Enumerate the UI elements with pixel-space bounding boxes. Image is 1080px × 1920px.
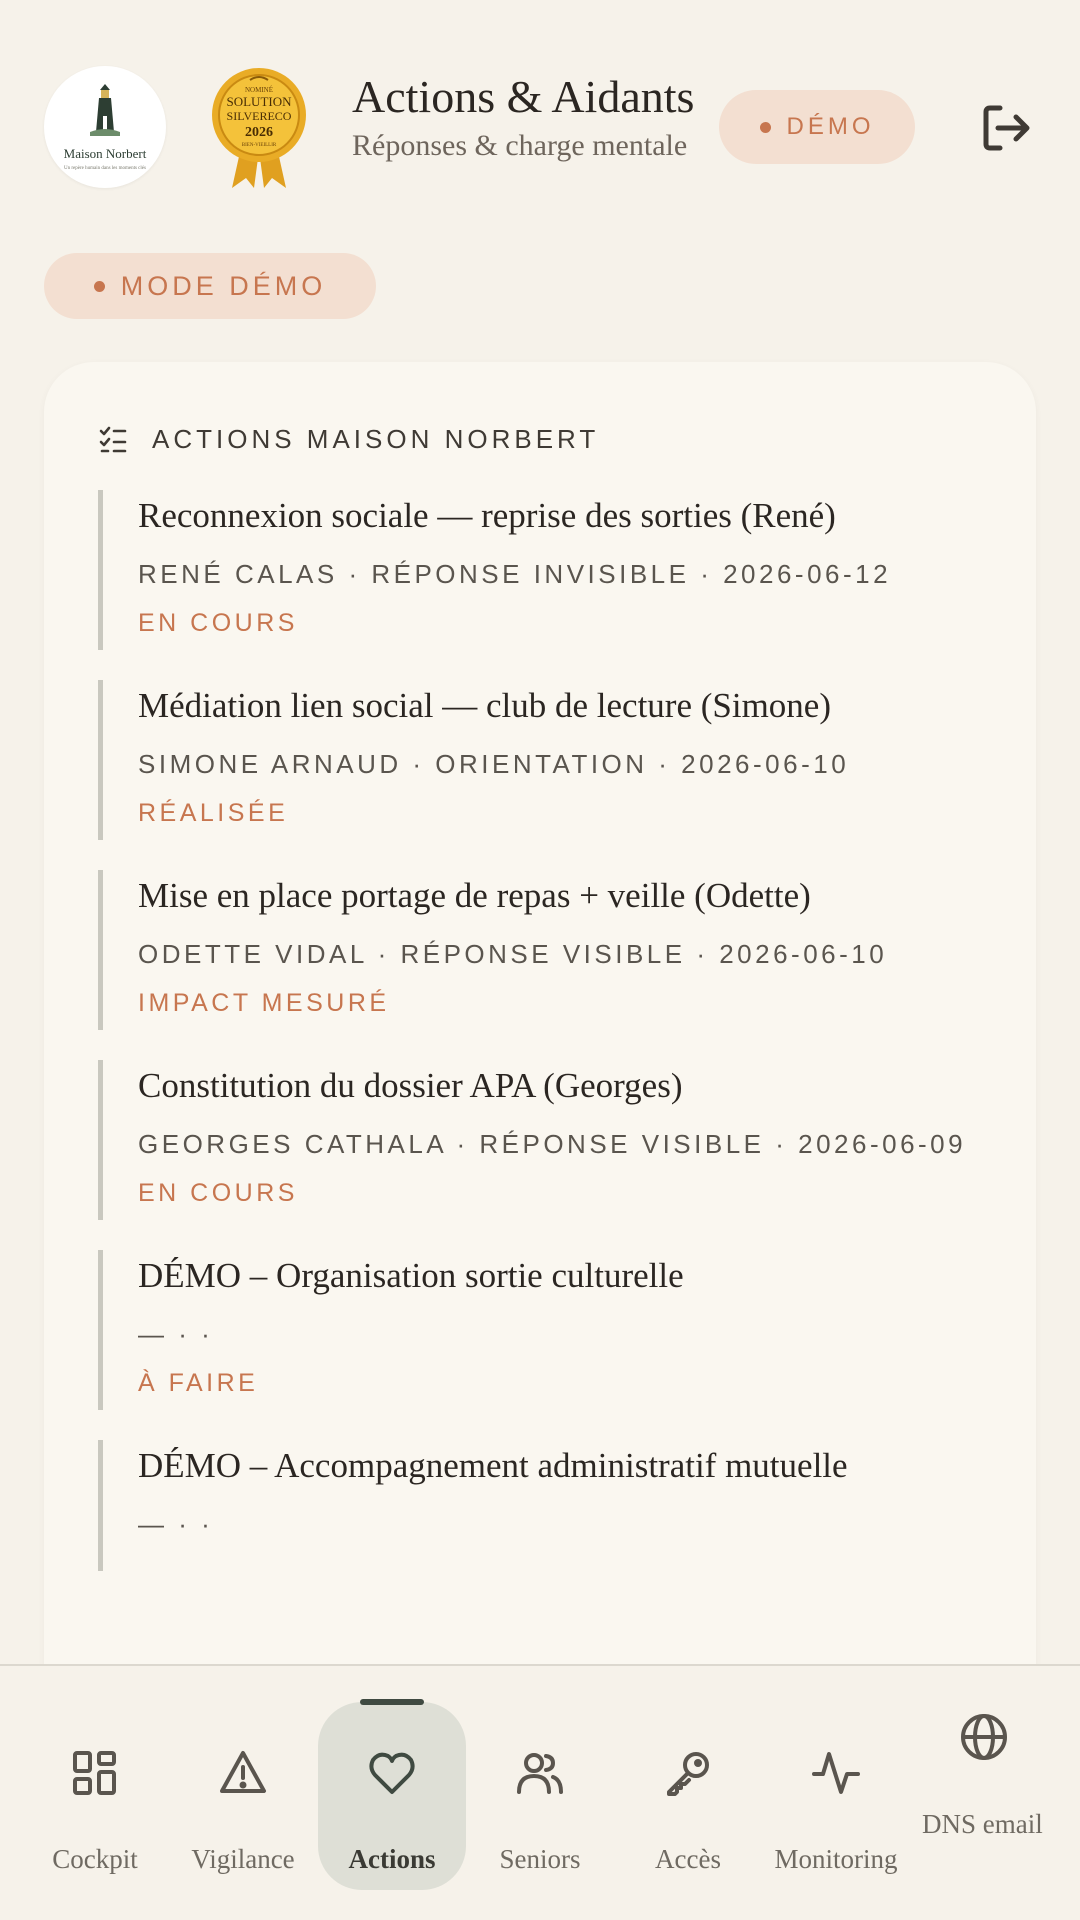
- grid-icon: [70, 1748, 120, 1798]
- action-meta: SIMONE ARNAUD · ORIENTATION · 2026-06-10: [138, 749, 850, 779]
- key-icon: [663, 1748, 713, 1798]
- dot-icon: [94, 281, 105, 292]
- bottom-nav: [0, 1664, 1080, 1920]
- action-status: IMPACT MESURÉ: [138, 989, 390, 1017]
- action-title: Médiation lien social — club de lecture (Simone): [138, 686, 831, 725]
- action-item[interactable]: [98, 1440, 996, 1571]
- action-meta: — · ·: [138, 1509, 214, 1539]
- page-subtitle: Réponses & charge mentale: [352, 129, 688, 162]
- nav-label: DNS email: [922, 1809, 1043, 1839]
- nav-cockpit[interactable]: [21, 1702, 169, 1890]
- nav-monitoring[interactable]: [762, 1702, 910, 1890]
- action-meta: — · ·: [138, 1319, 214, 1349]
- lighthouse-icon: [88, 82, 122, 140]
- nav-vigilance[interactable]: [169, 1702, 317, 1890]
- action-meta: GEORGES CATHALA · RÉPONSE VISIBLE · 2026-06-09: [138, 1129, 967, 1159]
- nav-seniors[interactable]: [466, 1702, 614, 1890]
- medal-line-3: SILVERECO: [226, 109, 292, 123]
- nav-label: Seniors: [499, 1844, 581, 1874]
- actions-list: [98, 490, 996, 1601]
- action-title: Reconnexion sociale — reprise des sorties (René): [138, 496, 836, 535]
- action-item[interactable]: [98, 490, 996, 650]
- demo-badge-label: DÉMO: [786, 113, 875, 140]
- action-title: Mise en place portage de repas + veille (Odette): [138, 876, 811, 915]
- nav-label: Vigilance: [191, 1844, 295, 1874]
- medal-line-1: NOMINÉ: [245, 86, 273, 94]
- maison-norbert-logo: [44, 66, 166, 188]
- logo-tagline: Un repère humain dans les moments clés: [64, 166, 146, 171]
- action-item[interactable]: [98, 680, 996, 840]
- medal-line-5: BIEN-VIEILLIR: [241, 143, 277, 148]
- action-item[interactable]: [98, 1060, 996, 1220]
- action-status: RÉALISÉE: [138, 799, 289, 827]
- nav-label: Cockpit: [52, 1844, 138, 1874]
- silvereco-medal: [210, 66, 308, 190]
- action-title: DÉMO – Accompagnement administratif mutuelle: [138, 1446, 848, 1485]
- nav-label: Accès: [655, 1844, 721, 1874]
- globe-icon: [959, 1712, 1009, 1762]
- actions-card: [44, 362, 1036, 1762]
- mode-demo-label: MODE DÉMO: [120, 270, 327, 301]
- action-status: EN COURS: [138, 1179, 298, 1207]
- action-status: EN COURS: [138, 609, 298, 637]
- nav-dns-email[interactable]: [910, 1702, 1058, 1890]
- mode-demo-badge: [44, 253, 376, 319]
- nav-actions[interactable]: [318, 1702, 466, 1890]
- header: [44, 62, 1036, 192]
- active-indicator: [360, 1699, 424, 1705]
- activity-icon: [811, 1748, 861, 1798]
- action-title: Constitution du dossier APA (Georges): [138, 1066, 683, 1105]
- users-icon: [515, 1748, 565, 1798]
- page-title: Actions & Aidants: [352, 71, 695, 122]
- action-status: À FAIRE: [138, 1369, 259, 1397]
- checklist-icon: [98, 425, 128, 455]
- action-item[interactable]: [98, 1250, 996, 1410]
- nav-label: Actions: [348, 1844, 436, 1874]
- logout-icon[interactable]: [976, 98, 1036, 158]
- action-meta: ODETTE VIDAL · RÉPONSE VISIBLE · 2026-06-10: [138, 939, 888, 969]
- nav-acces[interactable]: [614, 1702, 762, 1890]
- heart-icon: [367, 1748, 417, 1798]
- nav-label: Monitoring: [774, 1844, 898, 1874]
- demo-badge: [719, 90, 915, 164]
- action-meta: RENÉ CALAS · RÉPONSE INVISIBLE · 2026-06-12: [138, 559, 892, 589]
- warning-icon: [218, 1748, 268, 1798]
- medal-line-2: SOLUTION: [226, 94, 292, 109]
- dot-icon: [760, 122, 771, 133]
- logo-brand: Maison Norbert: [63, 146, 147, 161]
- card-title: ACTIONS MAISON NORBERT: [152, 424, 600, 454]
- medal-line-4: 2026: [245, 125, 273, 140]
- action-title: DÉMO – Organisation sortie culturelle: [138, 1256, 684, 1295]
- card-header: [98, 424, 599, 455]
- action-item[interactable]: [98, 870, 996, 1030]
- page-titles: [352, 70, 694, 163]
